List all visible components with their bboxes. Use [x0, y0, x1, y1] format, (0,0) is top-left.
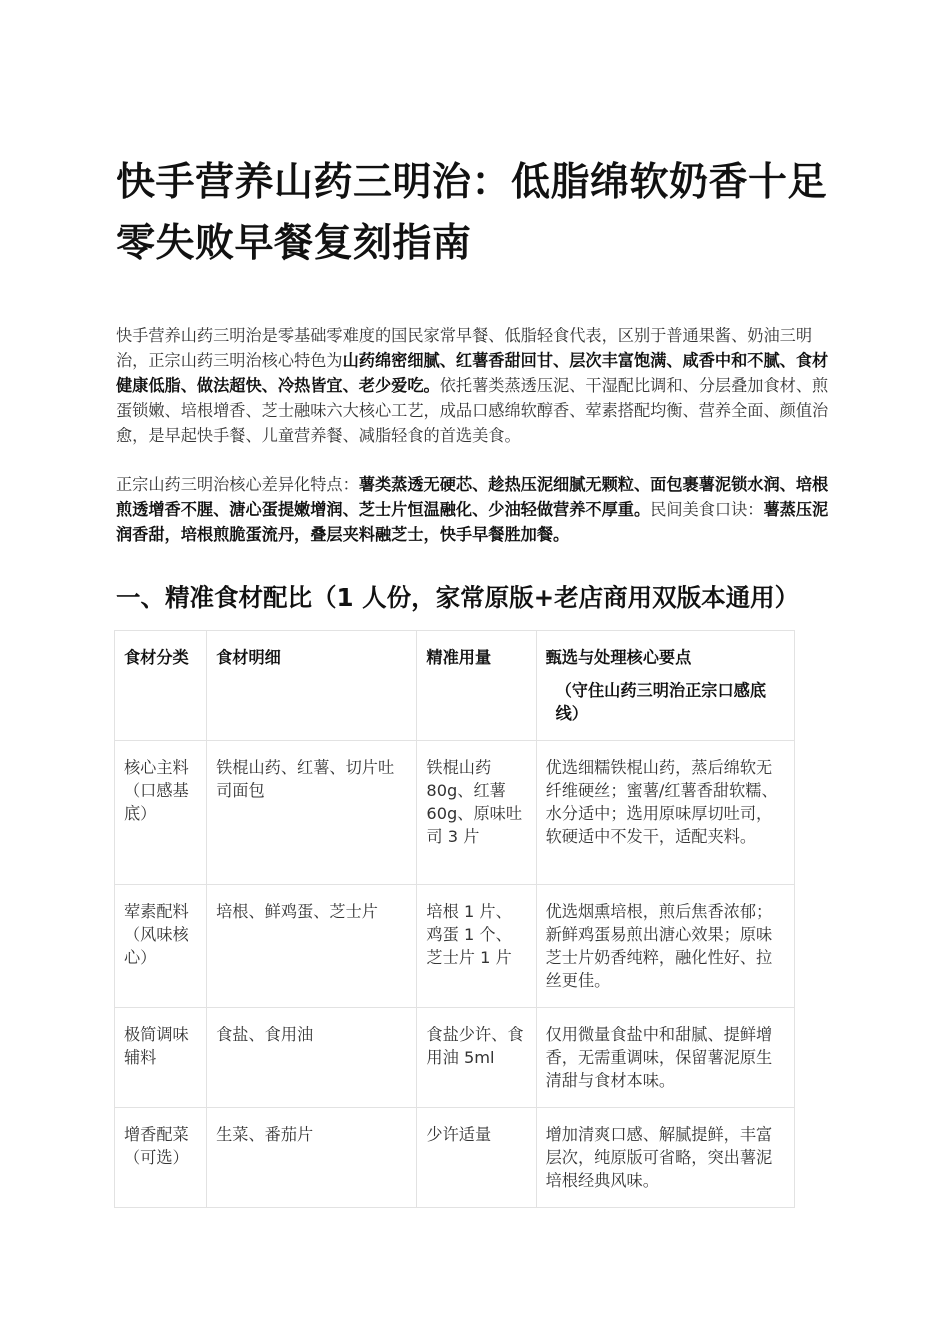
intro-bold-text: 山药绵密细腻、红薯香甜回甘、层次丰富饱满、咸香中和不腻、食材健康低脂、做法超快、冷热皆宜、老少爱吃。 [116, 351, 829, 395]
table-header-row [115, 631, 795, 741]
table-row [115, 885, 795, 1008]
table-cell-notes: 仅用微量食盐中和甜腻、提鲜增香，无需重调味，保留薯泥原生清甜与食材本味。 [536, 1008, 794, 1108]
table-header-label: 甄选与处理核心要点 [545, 648, 692, 667]
table-row [115, 1108, 795, 1208]
intro-paragraph-2 [116, 472, 844, 547]
table-row [115, 741, 795, 885]
table-cell-amount: 铁棍山药 80g、红薯 60g、原味吐司 3 片 [417, 741, 536, 885]
table-header-cell: 食材分类 [115, 631, 207, 741]
table-cell-items: 生菜、番茄片 [207, 1108, 417, 1208]
table-header-cell: 食材明细 [207, 631, 417, 741]
table-header-sublabel: （守住山药三明治正宗口感底线） [555, 681, 767, 723]
intro-text: 依托薯类蒸透压泥、干湿配比调和、分层叠加食材、煎蛋锁嫩、培根增香、芝士融味六大核心工艺，成品口感绵软醇香、荤素搭配均衡、营养全面、颜值治愈，是早起快手餐、儿童营养餐、减脂轻食的首选美食。 [116, 376, 829, 445]
intro-text: 正宗山药三明治核心差异化特点： [116, 475, 359, 494]
intro-bold-text: 薯类蒸透无硬芯、趁热压泥细腻无颗粒、面包裹薯泥锁水润、培根煎透增香不腥、溏心蛋提嫩增润、芝士片恒温融化、少油轻做营养不厚重。 [116, 475, 829, 519]
table-cell-category: 核心主料（口感基底） [115, 741, 207, 885]
intro-text: 快手营养山药三明治是零基础零难度的国民家常早餐、低脂轻食代表，区别于普通果酱、奶油三明治，正宗山药三明治核心特色为 [116, 326, 813, 370]
section-heading-ingredients: 一、精准食材配比（1 人份，家常原版+老店商用双版本通用） [116, 583, 800, 612]
table-cell-notes: 优选烟熏培根，煎后焦香浓郁；新鲜鸡蛋易煎出溏心效果；原味芝士片奶香纯粹，融化性好、拉丝更佳。 [536, 885, 794, 1008]
table-cell-items: 食盐、食用油 [207, 1008, 417, 1108]
table-header-cell: 精准用量 [417, 631, 536, 741]
intro-bold-text: 薯蒸压泥润香甜，培根煎脆蛋流丹，叠层夹料融芝士，快手早餐胜加餐。 [116, 500, 829, 544]
table-header-cell [536, 631, 794, 741]
table-cell-amount: 培根 1 片、鸡蛋 1 个、芝士片 1 片 [417, 885, 536, 1008]
table-cell-category: 荤素配料（风味核心） [115, 885, 207, 1008]
intro-paragraph-1 [116, 323, 844, 448]
table-cell-category: 极简调味辅料 [115, 1008, 207, 1108]
table-cell-amount: 少许适量 [417, 1108, 536, 1208]
table-cell-items: 铁棍山药、红薯、切片吐司面包 [207, 741, 417, 885]
page-title: 快手营养山药三明治：低脂绵软奶香十足零失败早餐复刻指南 [116, 160, 828, 266]
intro-text: 民间美食口诀： [650, 500, 764, 519]
table-cell-notes: 增加清爽口感、解腻提鲜，丰富层次，纯原版可省略，突出薯泥培根经典风味。 [536, 1108, 794, 1208]
table-cell-items: 培根、鲜鸡蛋、芝士片 [207, 885, 417, 1008]
ingredient-table [114, 630, 795, 1208]
table-row [115, 1008, 795, 1108]
table-cell-notes: 优选细糯铁棍山药，蒸后绵软无纤维硬丝；蜜薯/红薯香甜软糯、水分适中；选用原味厚切吐司，软硬适中不发干，适配夹料。 [536, 741, 794, 885]
table-cell-amount: 食盐少许、食用油 5ml [417, 1008, 536, 1108]
table-cell-category: 增香配菜（可选） [115, 1108, 207, 1208]
